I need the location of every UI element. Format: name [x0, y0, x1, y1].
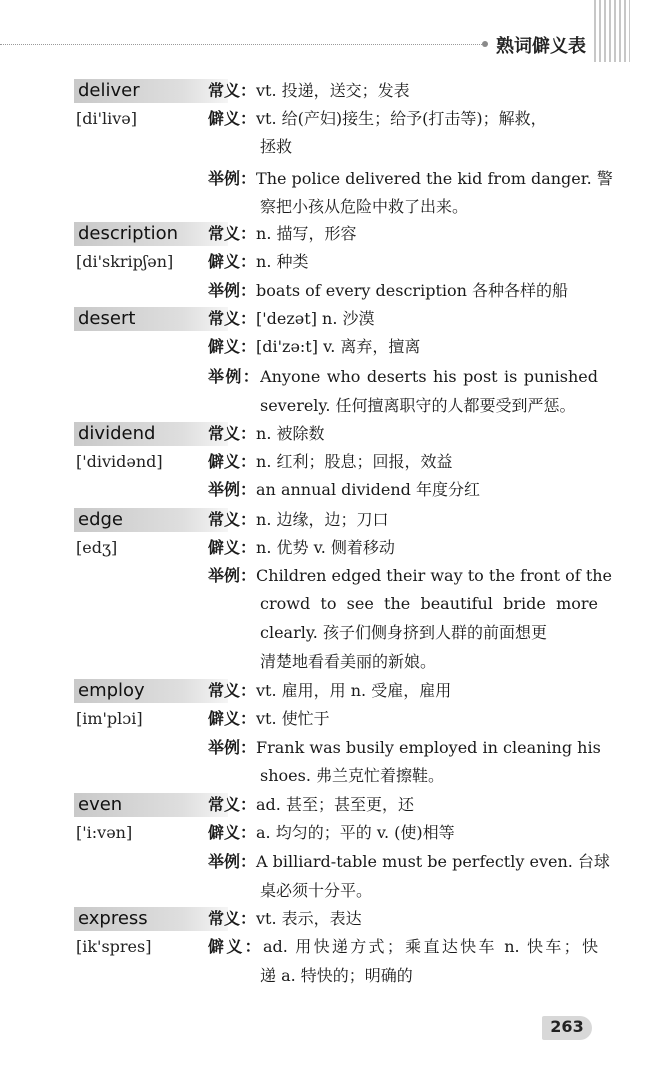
common-meaning	[208, 791, 598, 819]
example-cont: severely. 任何擅离职守的人都要受到严惩。	[260, 396, 576, 415]
label-common: 常义：	[208, 510, 257, 529]
common-meaning	[208, 77, 598, 105]
label-rare: 僻义：	[208, 452, 257, 471]
example	[208, 277, 598, 305]
rare-meaning	[208, 819, 598, 847]
meaning-text: n. 描写，形容	[256, 224, 357, 243]
headword: even	[78, 794, 123, 815]
headword: description	[78, 223, 179, 244]
phonetic: [ik'spres]	[76, 937, 152, 956]
phonetic: ['i:vən]	[76, 823, 133, 842]
rare-meaning	[208, 333, 598, 361]
label-common: 常义：	[208, 224, 257, 243]
example-cont: crowd to see the beautiful bride more	[260, 594, 598, 613]
label-rare: 僻义：	[208, 337, 257, 356]
header-dot	[482, 41, 488, 47]
example-text: The police delivered the kid from danger. 警	[256, 169, 613, 188]
meaning-text: n. 边缘，边；刀口	[256, 510, 389, 529]
common-meaning	[208, 506, 598, 534]
headword: edge	[78, 509, 123, 530]
example	[208, 848, 610, 876]
common-meaning	[208, 220, 598, 248]
page-number: 263	[550, 1017, 584, 1036]
label-rare: 僻义：	[208, 823, 257, 842]
meaning-text: vt. 使忙于	[256, 709, 330, 728]
rare-meaning	[208, 534, 598, 562]
example-text: Anyone who deserts his post is punished	[260, 367, 598, 386]
label-rare: 僻义：	[208, 709, 257, 728]
header-stripe-decoration	[594, 0, 630, 62]
example-cont: shoes. 弗兰克忙着擦鞋。	[260, 766, 445, 785]
example	[208, 734, 601, 762]
meaning-text: n. 优势 v. 侧着移动	[256, 538, 395, 557]
label-common: 常义：	[208, 795, 257, 814]
headword: desert	[78, 308, 136, 329]
common-meaning	[208, 905, 598, 933]
meaning-text: ad. 用快递方式；乘直达快车 n. 快车；快	[262, 937, 598, 956]
label-example: 举例：	[208, 852, 257, 871]
phonetic: [di'livə]	[76, 109, 137, 128]
meaning-text: vt. 雇用，用 n. 受雇，雇用	[256, 681, 452, 700]
label-example: 举例：	[208, 738, 257, 757]
meaning-text: a. 均匀的；平的 v. (使)相等	[256, 823, 455, 842]
label-common: 常义：	[208, 309, 257, 328]
meaning-text: ['dezət] n. 沙漠	[256, 309, 375, 328]
headword: employ	[78, 680, 145, 701]
rare-meaning	[208, 448, 598, 476]
headword: express	[78, 908, 148, 929]
headword: deliver	[78, 80, 140, 101]
rare-meaning	[208, 705, 598, 733]
example-cont: 察把小孩从危险中救了出来。	[260, 197, 469, 216]
phonetic: ['dividənd]	[76, 452, 163, 471]
example	[208, 562, 613, 590]
label-rare: 僻义：	[208, 252, 257, 271]
label-common: 常义：	[208, 909, 257, 928]
meaning-text: vt. 表示，表达	[256, 909, 362, 928]
label-example: 举例：	[208, 566, 257, 585]
label-example: 举例：	[208, 281, 257, 300]
example-cont: 桌必须十分平。	[260, 881, 373, 900]
common-meaning	[208, 420, 598, 448]
rare-meaning-cont: 递 a. 特快的；明确的	[260, 966, 413, 985]
phonetic: [im'plɔi]	[76, 709, 143, 728]
meaning-text: n. 红利；股息；回报，效益	[256, 452, 453, 471]
meaning-text: vt. 投递，送交；发表	[256, 81, 410, 100]
meaning-text: n. 被除数	[256, 424, 325, 443]
meaning-text: vt. 给(产妇)接生；给予(打击等)；解救，	[256, 109, 547, 128]
phonetic: [di'skripʃən]	[76, 252, 174, 271]
example	[208, 363, 598, 391]
label-common: 常义：	[208, 424, 257, 443]
label-example: 举例：	[208, 480, 257, 499]
label-rare: 僻义：	[208, 109, 257, 128]
example-text: A billiard-table must be perfectly even. 台球	[256, 852, 610, 871]
example-cont: clearly. 孩子们侧身挤到人群的前面想更	[260, 623, 547, 642]
phonetic: [edʒ]	[76, 538, 118, 557]
label-common: 常义：	[208, 681, 257, 700]
meaning-text: [di'zə:t] v. 离弃，擅离	[256, 337, 421, 356]
page-header-title: 熟词僻义表	[496, 36, 586, 57]
meaning-text: ad. 甚至；甚至更，还	[256, 795, 414, 814]
example-text: boats of every description 各种各样的船	[256, 281, 569, 300]
rare-meaning	[208, 248, 598, 276]
common-meaning	[208, 305, 598, 333]
rare-meaning-cont: 拯救	[260, 137, 293, 156]
label-example: 举例：	[208, 367, 261, 386]
example-text: Frank was busily employed in cleaning his	[256, 738, 601, 757]
headword: dividend	[78, 423, 156, 444]
label-rare: 僻义：	[208, 937, 263, 956]
common-meaning	[208, 677, 598, 705]
example	[208, 165, 613, 193]
label-common: 常义：	[208, 81, 257, 100]
example	[208, 476, 598, 504]
meaning-text: n. 种类	[256, 252, 309, 271]
label-rare: 僻义：	[208, 538, 257, 557]
header-rule	[0, 44, 486, 45]
rare-meaning	[208, 105, 598, 133]
label-example: 举例：	[208, 169, 257, 188]
example-cont: 清楚地看看美丽的新娘。	[260, 652, 437, 671]
example-text: Children edged their way to the front of the	[256, 566, 613, 585]
rare-meaning	[208, 933, 598, 961]
example-text: an annual dividend 年度分红	[256, 480, 481, 499]
